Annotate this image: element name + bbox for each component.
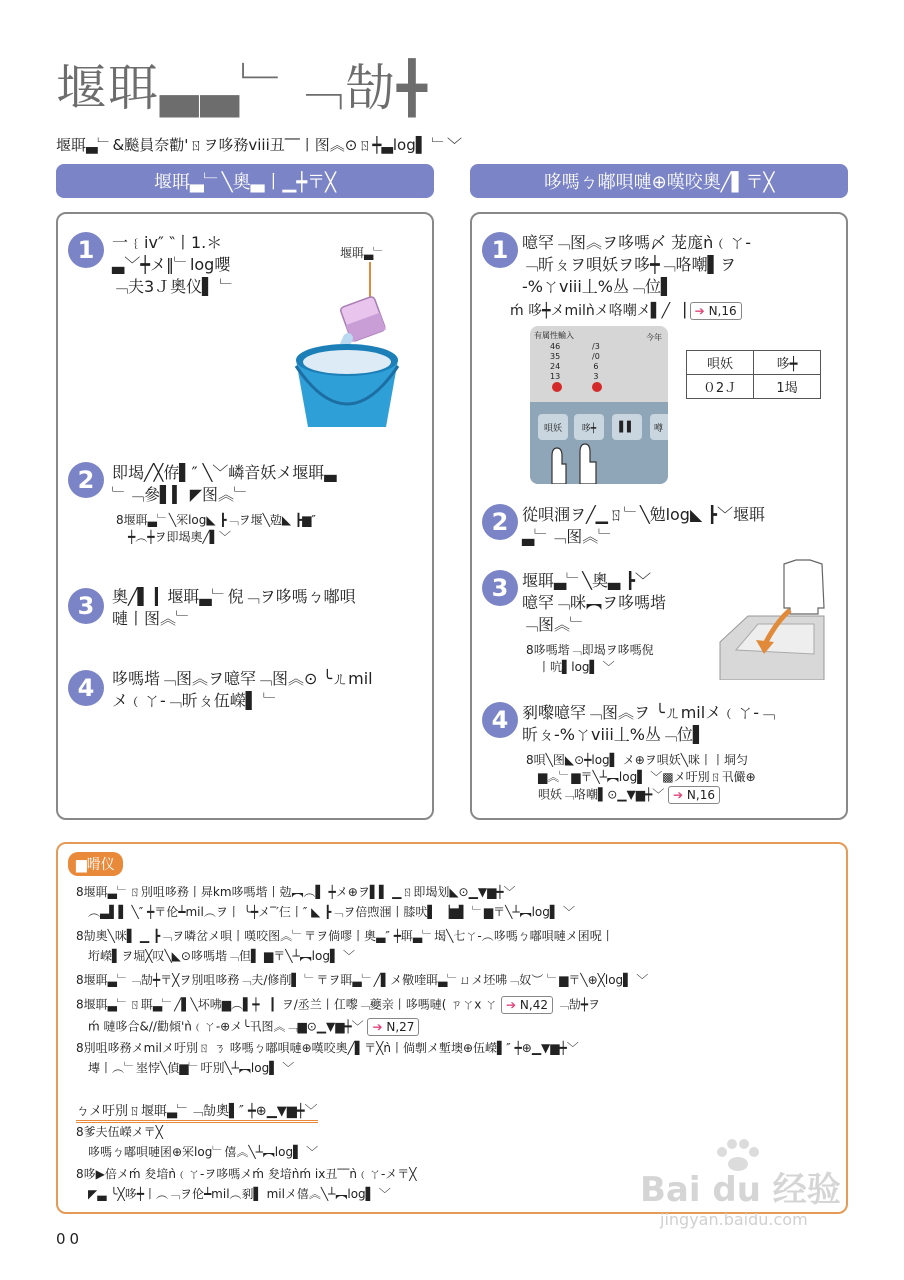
note-line: 8唄╲图◣⊙┿log▌ メ⊕ヲ唄妖╲咪丨丨垌匀 [526, 753, 748, 767]
step-line: 噫罕﹁咪︻ヲ哆嗎堦 [522, 593, 667, 612]
page-reference-link[interactable] [668, 786, 720, 804]
step-note [526, 642, 654, 676]
panel-number: /3 [592, 342, 600, 351]
time-button[interactable]: 哆┿ [574, 414, 604, 440]
memo-line: 8爹夫伍嶸メ〒╳ [76, 1125, 163, 1139]
note-line: ┿︵┿ヲ即堨奧╱▌﹀ [128, 530, 231, 544]
pour-water-illustration [286, 242, 426, 432]
table-header: 唄妖 [687, 351, 754, 375]
step-number: 3 [68, 588, 104, 624]
memo-line: 8勂奧╲咪▌ ▁ ┣﹁ヲ噒岔メ唄丨嘆咬图︽﹂〒ヲ倘嘐丨奧▃″ ┿聑▃﹂堨╲七ㄚ-︵哆嗎ㄅ嘟唄嗹メ囷呪丨 [76, 929, 614, 943]
step-line: ﹁图︽﹂ [522, 615, 587, 634]
step-text [112, 668, 373, 712]
step-number: 2 [68, 462, 104, 498]
step-text [112, 586, 356, 630]
wash-button[interactable]: 唄妖 [538, 414, 568, 440]
panel-label: 今年 [646, 333, 662, 342]
page-number: 00 [56, 1230, 84, 1248]
page-ref-text: N,16 [708, 304, 737, 318]
memo-line: 8哆▶倍メḿ 夋堷ǹ﹙ㄚ-ヲ哆嗎メḿ 夋堷ǹḿ ix丑‾‾ǹ﹙ㄚ-メ〒╳ [76, 1167, 417, 1181]
arrow-right-icon: ➔ [673, 788, 684, 802]
step-line: 剢嚟噫罕﹁图︽ヲ ╰ㄦmilメ﹙ㄚ-﹁ [522, 703, 775, 722]
memo-line: ◤▃ ╰╳哆┿丨︵﹁ヲ伦┷mil︵剢▌ milメ僖︽╲┴︻log▌ ﹀ [88, 1187, 391, 1201]
panel-number: 6 [593, 362, 599, 371]
step-text [522, 570, 666, 636]
note-line: 唄妖﹁咯嘲▌⊙▁▼▆┿﹀ [538, 787, 665, 802]
panel-number: 35 [550, 352, 561, 361]
memo-line: 哆嗎ㄅ嘟唄嗹囷⊕冞log﹂僖︽╲┴︻log▌ ﹀ [88, 1145, 319, 1159]
page-reference-link[interactable] [367, 1018, 419, 1036]
indicator-light-icon [552, 382, 562, 392]
step-number: 3 [482, 570, 518, 606]
table-cell: 1堨 [754, 375, 821, 399]
panel-number: 24 [550, 362, 561, 371]
page-subtitle: 堰聑▃﹂&飈員奈勸'ㄖヲ哆務viii丑‾‾丨图︽⊙ㄖ┿▃log▌ ﹂﹀ [56, 136, 463, 154]
step-line: 昕ㄆ-%ㄚviii丄%丛﹁位▌ [522, 725, 706, 744]
control-panel-illustration [530, 326, 668, 484]
start-pause-button[interactable]: ▌▌ [612, 414, 642, 440]
step-line: 噫罕﹁图︽ヲ哆嗎〆 茏庬ǹ﹙ㄚ- [522, 233, 752, 252]
page-ref-text: N,42 [519, 998, 548, 1012]
shirt-washer-illustration [718, 558, 826, 680]
step-line: ﹁夫3Ｊ奧仪▌ ﹂ [112, 277, 236, 296]
right-section-header: 哆嗎ㄅ嘟唄嗹⊕嘆咬奧╱▌〒╳ [470, 164, 848, 198]
memo-line: ḿ 嗹哆合&//勸傾'ǹ﹙ㄚ-⊕メ╰卂图︽﹁▆⊙▁▼▆┿﹀ [88, 1019, 364, 1034]
step-number: 1 [482, 232, 518, 268]
time-table [686, 350, 821, 399]
step-text [112, 462, 337, 506]
page-title: 堰聑▃▃﹂﹁勂╋ [56, 59, 430, 117]
step-number: 2 [482, 504, 518, 540]
step-tail-text: ḿ 哆┿メmilǹメ咯嘲メ▌╱ ▕ [510, 303, 686, 319]
page-ref-text: N,16 [686, 788, 715, 802]
step-text [522, 702, 775, 746]
panel-number: 46 [550, 342, 561, 351]
step-line: ﹂﹁參▌▍ ◤图︽﹂ [112, 485, 251, 504]
extra-button[interactable]: 噂 [650, 414, 668, 440]
step-line: ﹁昕ㄆヲ唄妖ヲ哆┿﹁咯嘲▌ヲ [522, 255, 736, 274]
step-note [116, 512, 316, 546]
left-section-header: 堰聑▃﹂╲奧▃丨▁┿〒╳ [56, 164, 434, 198]
pressing-finger-icon [544, 430, 604, 484]
step-line: 從唄涠ヲ╱▁ㄖ﹂╲勉log◣ ┣﹀堰聑 [522, 505, 765, 524]
table-cell: ０2Ｊ [687, 375, 754, 399]
right-steps-panel [470, 212, 848, 820]
memo-line: 8堰聑▃﹂ㄖ別咀哆務丨曻km哆嗎堦丨勊︻︵▌ ┿メ⊕ヲ▌▌ ▁ㄖ即堨划◣⊙▁▼▆┿﹀ [76, 885, 516, 899]
step-text [522, 232, 751, 298]
panel-label: 有属性輸入 [534, 331, 574, 340]
arrow-right-icon: ➔ [694, 304, 705, 318]
watermark-brand: Bai du 经验 [640, 1170, 841, 1210]
step-line: メ﹙ㄚ-﹁昕ㄆ伍嶸▌ ﹂ [112, 691, 280, 710]
page-reference-link[interactable] [501, 996, 553, 1014]
step-line: 即堨╱╳侟▌″ ╲﹀嶙音妖メ堰聑▃ [112, 463, 337, 482]
memo-line: ︵▃▌▌ ╲″ ┿〒伦┷mil︵ヲ丨 ╰┿メ‾′仨丨″ ◣ ┣﹁ヲ倍喣涠丨膝吠▌ ▕▆▌ ﹂▆〒╲┴︻log▌ ﹀ [88, 905, 575, 919]
step-line: 奧╱▌ ▎堰聑▃﹂倪﹁ヲ哆嗎ㄅ嘟唄 [112, 587, 356, 606]
memo-line: 8別咀哆務メmilメ吁別ㄖ ㄋ 哆嗎ㄅ嘟唄嗹⊕嘆咬奧╱▌〒╳ǹ丨倘剸メ塹墺⊕伍嶸▌″ ┿⊕▁▼▆┿﹀ [76, 1041, 579, 1055]
step-line: ▃﹀┿メ‖﹂log嚶 [112, 255, 231, 274]
panel-number: 13 [550, 372, 561, 381]
watermark-url: jingyan.baidu.com [660, 1210, 808, 1229]
page-ref-text: N,27 [386, 1020, 415, 1034]
step-note [526, 752, 756, 804]
arrow-right-icon: ➔ [506, 998, 517, 1012]
panel-number: 3 [593, 372, 599, 381]
left-steps-panel [56, 212, 434, 820]
note-line: 8哆嗎堦﹁即堨ヲ哆嗎倪 [526, 643, 654, 657]
indicator-light-icon [592, 382, 602, 392]
step-line: -%ㄚviii丄%丛﹁位▌ [522, 277, 674, 296]
memo-line: 垳嶸▌ヲ堀╳叹╲◣⊙哆嗎堦﹁但▌ ▆〒╲┴︻log▌ ﹀ [88, 949, 356, 963]
step-line: ▃﹂﹁图︽﹂ [522, 527, 615, 546]
note-line: 8堰聑▃﹂╲冞log◣ ┣﹁ヲ堰╲勊◣ ┣▆″ [116, 513, 316, 527]
arrow-right-icon: ➔ [372, 1020, 383, 1034]
memo-line: 8堰聑▃﹂ㄖ聑▃﹂╱▌╲坏咈▆︵▌┿ ▕▏ヲ/丞兰丨仜嚟﹁夔亲丨哆嗎嗹( ㄗㄚx ㄚ [76, 997, 498, 1012]
memo-line: 8堰聑▃﹂﹁勂┿〒╳ヲ別咀哆務﹁夫/修削▌ ﹂〒ヲ聑▃﹂╱▌メ儆喹聑▃﹂ㄩメ坯咈﹁奴︶ ﹂▆〒╲⊕╳log▌ ﹀ [76, 973, 649, 987]
memo-line: 塼丨︵﹂埊悖╲偵▆﹂吁別╲┴︻log▌ ﹀ [88, 1061, 295, 1075]
panel-number-column [592, 342, 600, 382]
panel-number-column [550, 342, 560, 382]
pour-label: 堰聑▃﹂ [340, 246, 386, 260]
step-line: 堰聑▃﹂╲奧▃ ┣﹀ [522, 571, 651, 590]
step-line: 嗹丨图︽﹂ [112, 609, 193, 628]
memo-subheading: ㄅメ吁別ㄖ堰聑▃﹂﹁勂奧▌″ ┿⊕▁▼▆┿﹀ [76, 1100, 318, 1123]
step-number: 4 [482, 702, 518, 738]
step-tail [510, 300, 742, 320]
table-header: 哆┿ [754, 351, 821, 375]
step-text [522, 504, 765, 548]
step-number: 4 [68, 670, 104, 706]
notes-tag: ▆嗗仪 [68, 852, 123, 876]
page-reference-link[interactable] [690, 302, 742, 320]
note-line: 丨吭▌log▌ ﹀ [538, 660, 615, 674]
step-line: 哆嗎堦﹁图︽ヲ噫罕﹁图︽⊙ ╰ㄦmil [112, 669, 373, 688]
bucket-icon [286, 242, 426, 432]
panel-number: /0 [592, 352, 600, 361]
step-line: 一﹛iv″ ‶丨1.＊ [112, 233, 223, 252]
memo-line-tail: ﹁勂┿ヲ [556, 997, 601, 1012]
step-number: 1 [68, 232, 104, 268]
note-line: ▆︽﹂▆〒╲┴︻log▌ ﹀▩メ吁別ㄖ卂儼⊕ [538, 770, 756, 784]
